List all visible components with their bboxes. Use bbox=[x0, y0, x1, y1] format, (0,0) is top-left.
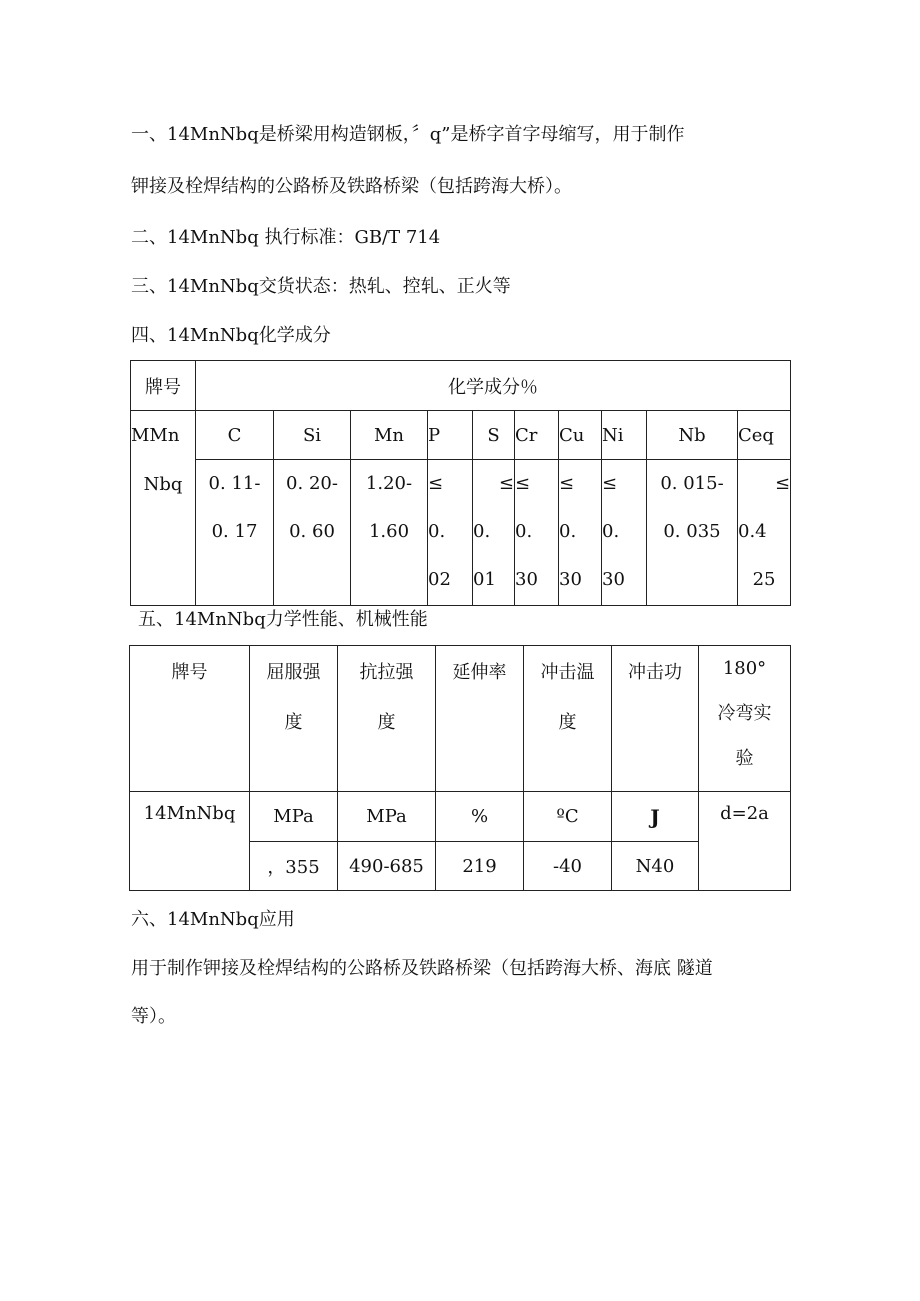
chem-composition-header: 化学成分％ bbox=[196, 361, 791, 411]
unit-elongation: % bbox=[436, 792, 524, 842]
element-si: Si bbox=[274, 411, 351, 460]
heading-mechanical: 五、14MnNbq力学性能、机械性能 bbox=[138, 609, 428, 630]
chem-grade-part2: Nbq bbox=[143, 474, 183, 495]
element-cr: Cr bbox=[515, 411, 559, 460]
value-s-line2: 0. bbox=[473, 521, 491, 542]
chem-grade-header: 牌号 bbox=[131, 361, 196, 411]
heading-chemical: 四、14MnNbq化学成分 bbox=[131, 325, 331, 346]
heading-application: 六、14MnNbq应用 bbox=[131, 909, 295, 930]
value-yield: ，355 bbox=[250, 842, 338, 891]
value-ceq bbox=[738, 460, 791, 606]
mech-header-bend-line1: 180° bbox=[722, 658, 767, 679]
value-cr bbox=[515, 460, 559, 606]
mech-header-impact-temp-line1: 冲击温 bbox=[540, 662, 595, 683]
element-cu: Cu bbox=[559, 411, 602, 460]
value-si-line1: 0. 20- bbox=[286, 473, 338, 494]
mech-header-elongation bbox=[436, 646, 524, 792]
mech-header-grade bbox=[130, 646, 250, 792]
value-cr-line3: 30 bbox=[515, 569, 538, 590]
value-p-line1: ≤ bbox=[428, 473, 444, 494]
chem-grade-part1: MMn bbox=[131, 425, 180, 446]
bend-value: d=2a bbox=[699, 792, 791, 891]
mech-header-tensile bbox=[338, 646, 436, 792]
value-nb-line2: 0. 035 bbox=[663, 521, 721, 542]
paragraph-intro-line1: 一、14MnNbq是桥梁用构造钢板，〞q”是桥字首字母缩写，用于制作 bbox=[131, 124, 685, 145]
mech-header-impact-energy-text: 冲击功 bbox=[628, 662, 682, 683]
element-p: P bbox=[428, 411, 473, 460]
mech-header-impact-temp-line2: 度 bbox=[558, 712, 577, 733]
value-s bbox=[473, 460, 515, 606]
value-p-line2: 0. bbox=[428, 521, 446, 542]
unit-yield: MPa bbox=[250, 792, 338, 842]
value-nb-line1: 0. 015- bbox=[660, 473, 724, 494]
value-p bbox=[428, 460, 473, 606]
value-cu bbox=[559, 460, 602, 606]
element-c: C bbox=[196, 411, 274, 460]
value-nb bbox=[647, 460, 738, 606]
value-si bbox=[274, 460, 351, 606]
value-mn-line2: 1.60 bbox=[368, 521, 410, 542]
value-s-line1: ≤ bbox=[498, 473, 514, 494]
value-ni bbox=[602, 460, 647, 606]
mech-header-yield-line1: 屈服强 bbox=[266, 662, 321, 683]
mech-header-yield bbox=[250, 646, 338, 792]
paragraph-delivery: 三、14MnNbq交货状态：热轧、控轧、正火等 bbox=[131, 276, 511, 297]
paragraph-standard: 二、14MnNbq 执行标准：GB/T 714 bbox=[131, 227, 441, 248]
value-cu-line2: 0. bbox=[559, 521, 577, 542]
value-p-line3: 02 bbox=[428, 569, 451, 590]
mech-header-grade-text: 牌号 bbox=[171, 662, 208, 683]
mech-header-tensile-line1: 抗拉强 bbox=[359, 662, 414, 683]
element-mn: Mn bbox=[351, 411, 428, 460]
element-s: S bbox=[473, 411, 515, 460]
value-impact-energy: N40 bbox=[612, 842, 699, 891]
paragraph-application-line1: 用于制作钾接及栓焊结构的公路桥及铁路桥梁（包括跨海大桥、海底 隧道 bbox=[131, 958, 713, 979]
unit-tensile: MPa bbox=[338, 792, 436, 842]
mech-header-impact-temp bbox=[524, 646, 612, 792]
value-cu-line3: 30 bbox=[559, 569, 582, 590]
value-impact-temp: -40 bbox=[524, 842, 612, 891]
element-ceq: Ceq bbox=[738, 411, 791, 460]
chemical-table bbox=[130, 360, 791, 606]
mech-header-elongation-text: 延伸率 bbox=[452, 662, 507, 683]
value-mn-line1: 1.20- bbox=[365, 473, 413, 494]
mech-header-tensile-line2: 度 bbox=[377, 712, 396, 733]
unit-impact-energy: J bbox=[612, 792, 699, 842]
chem-grade-cell bbox=[131, 411, 196, 606]
value-si-line2: 0. 60 bbox=[289, 521, 335, 542]
value-c bbox=[196, 460, 274, 606]
unit-impact-temp: ºC bbox=[524, 792, 612, 842]
value-ceq-line2: 0.4 bbox=[738, 521, 767, 542]
paragraph-intro-line2: 钾接及栓焊结构的公路桥及铁路桥梁（包括跨海大桥）。 bbox=[131, 176, 572, 197]
mech-grade: 14MnNbq bbox=[130, 792, 250, 891]
mech-header-bend bbox=[699, 646, 791, 792]
paragraph-application-line2: 等）。 bbox=[131, 1006, 176, 1027]
value-cr-line1: ≤ bbox=[515, 473, 531, 494]
mechanical-table bbox=[129, 645, 791, 891]
mech-header-bend-line2: 冷弯实 bbox=[717, 703, 772, 724]
value-c-line1: 0. 11- bbox=[208, 473, 261, 494]
value-cr-line2: 0. bbox=[515, 521, 533, 542]
value-cu-line1: ≤ bbox=[559, 473, 575, 494]
value-tensile: 490-685 bbox=[338, 842, 436, 891]
element-ni: Ni bbox=[602, 411, 647, 460]
value-elongation: 219 bbox=[436, 842, 524, 891]
mech-header-impact-energy bbox=[612, 646, 699, 792]
value-mn bbox=[351, 460, 428, 606]
value-s-line3: 01 bbox=[473, 569, 496, 590]
mech-header-bend-line3: 验 bbox=[735, 748, 754, 769]
value-ceq-line1: ≤ bbox=[774, 473, 791, 494]
element-nb: Nb bbox=[647, 411, 738, 460]
value-ni-line2: 0. bbox=[602, 521, 620, 542]
value-ceq-line3: 25 bbox=[752, 569, 776, 590]
mech-header-yield-line2: 度 bbox=[284, 712, 303, 733]
value-ni-line1: ≤ bbox=[602, 473, 618, 494]
value-ni-line3: 30 bbox=[602, 569, 625, 590]
value-c-line2: 0. 17 bbox=[211, 521, 258, 542]
